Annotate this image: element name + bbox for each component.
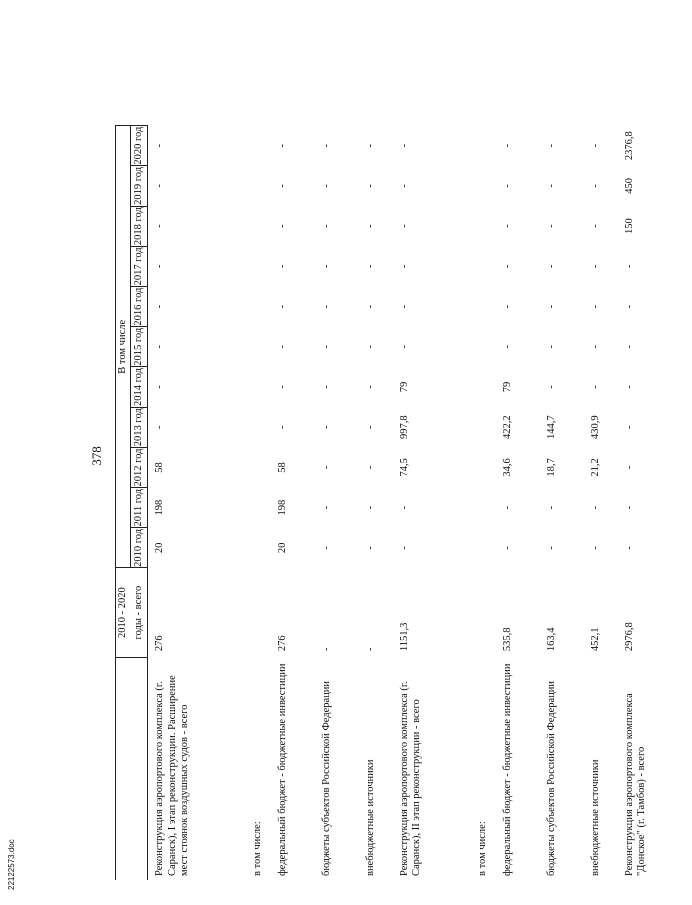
year-value: - — [398, 546, 410, 550]
header-corner-bottom — [131, 657, 148, 880]
year-value: - — [589, 224, 601, 228]
year-value — [246, 528, 271, 568]
table-row — [618, 32, 692, 880]
row-total: 2976,8 — [623, 622, 635, 652]
year-value — [471, 206, 496, 246]
year-value: - — [320, 184, 332, 188]
row-spacer — [148, 32, 246, 126]
header-year: 2017 год — [131, 246, 148, 286]
year-value: - — [276, 304, 288, 309]
year-value: - — [589, 143, 601, 148]
year-value: - — [398, 264, 410, 269]
year-value: - — [589, 264, 601, 269]
year-value: - — [320, 505, 332, 510]
year-value: 79 — [501, 381, 513, 393]
year-value — [471, 126, 496, 166]
year-value: - — [623, 505, 635, 510]
year-value: - — [589, 184, 601, 188]
header-row-top — [116, 32, 131, 880]
budget-table — [115, 32, 692, 880]
table-row — [584, 32, 618, 880]
row-spacer — [359, 32, 393, 126]
year-value — [471, 367, 496, 407]
year-value: - — [276, 425, 288, 429]
year-value: 150 — [623, 218, 635, 235]
year-value — [471, 488, 496, 528]
year-value: - — [154, 264, 165, 269]
year-value: 18,7 — [545, 458, 557, 477]
year-value: 2376,8 — [623, 131, 635, 161]
year-value: - — [501, 184, 513, 188]
year-value: - — [545, 184, 557, 188]
row-spacer — [496, 32, 540, 126]
year-value: - — [320, 224, 332, 228]
year-value: - — [364, 345, 376, 349]
footer-filename: 22122573.doc — [7, 839, 16, 890]
row-label: Реконструкция аэропортового комплекса (г. Саранск), I этап реконструкции. Расширение мест стоянок воздушных судов - всего — [154, 675, 190, 876]
year-value: 21,2 — [589, 458, 601, 477]
year-value: - — [364, 546, 376, 550]
year-value: - — [364, 264, 376, 269]
header-including: В том числе — [116, 126, 131, 568]
table-row — [148, 32, 246, 880]
row-total: - — [364, 647, 376, 652]
year-value: - — [276, 143, 288, 148]
row-spacer — [618, 32, 692, 126]
row-label: Реконструкция аэропортового комплекса (г. Саранск), II этап реконструкции - всего — [398, 681, 422, 876]
year-value: 450 — [623, 178, 635, 194]
year-value: 79 — [398, 381, 410, 393]
header-corner — [116, 657, 131, 880]
year-value — [471, 447, 496, 487]
year-value: - — [364, 465, 376, 470]
year-value: - — [154, 184, 165, 188]
year-value: - — [154, 385, 165, 389]
table-row — [471, 32, 496, 880]
year-value: - — [276, 385, 288, 389]
row-label: в том числе: — [476, 821, 488, 876]
year-value: 20 — [276, 542, 288, 554]
header-year: 2015 год — [131, 327, 148, 367]
year-value: - — [545, 143, 557, 148]
row-spacer — [540, 32, 584, 126]
year-value: - — [320, 264, 332, 269]
row-total: 163,4 — [545, 627, 557, 652]
year-value: - — [276, 345, 288, 349]
year-value: - — [589, 385, 601, 389]
year-value: - — [364, 143, 376, 148]
row-total: 1151,3 — [398, 622, 410, 652]
header-year: 2014 год — [131, 367, 148, 407]
year-value — [471, 528, 496, 568]
year-value — [246, 447, 271, 487]
year-value: - — [589, 304, 601, 309]
year-value: 58 — [154, 462, 165, 473]
table-row — [393, 32, 471, 880]
header-year: 2019 год — [131, 166, 148, 206]
year-value: - — [623, 546, 635, 550]
row-label: бюджеты субъектов Российской Федерации — [320, 680, 332, 876]
row-total: 276 — [154, 635, 165, 652]
year-value: - — [589, 345, 601, 349]
year-value: - — [623, 425, 635, 429]
year-value: - — [545, 546, 557, 550]
year-value: - — [154, 304, 165, 309]
year-value: - — [501, 224, 513, 228]
year-value: 997,8 — [398, 415, 410, 440]
table-row — [246, 32, 271, 880]
year-value: - — [154, 224, 165, 228]
year-value: - — [501, 304, 513, 309]
year-value: - — [154, 143, 165, 148]
year-value — [246, 126, 271, 166]
rotated-page — [90, 32, 660, 880]
year-value: 20 — [154, 542, 165, 554]
row-spacer — [471, 32, 496, 126]
year-value: - — [364, 425, 376, 429]
year-value: - — [276, 184, 288, 188]
year-value — [471, 327, 496, 367]
row-spacer — [315, 32, 359, 126]
table-row — [315, 32, 359, 880]
row-total — [246, 568, 271, 657]
row-spacer — [393, 32, 471, 126]
year-value: - — [589, 546, 601, 550]
header-year: 2013 год — [131, 407, 148, 447]
year-value: - — [501, 505, 513, 510]
year-value — [246, 327, 271, 367]
year-value: - — [545, 385, 557, 389]
year-value: - — [501, 143, 513, 148]
year-value: 74,5 — [398, 458, 410, 477]
header-period: 2010 - 2020 — [116, 568, 131, 657]
header-year: 2010 год — [131, 528, 148, 568]
year-value: - — [320, 425, 332, 429]
year-value: 430,9 — [589, 415, 601, 440]
year-value — [246, 246, 271, 286]
year-value: - — [623, 345, 635, 349]
year-value: - — [545, 224, 557, 228]
year-value: - — [589, 505, 601, 510]
row-total: 276 — [276, 635, 288, 652]
year-value: - — [364, 224, 376, 228]
row-spacer — [246, 32, 271, 126]
page-number: 378 — [89, 446, 104, 466]
year-value — [471, 407, 496, 447]
row-label: внебюджетные источники — [364, 759, 376, 876]
year-value — [246, 286, 271, 326]
table-row — [540, 32, 584, 880]
row-label: внебюджетные источники — [589, 759, 601, 876]
year-value: - — [320, 143, 332, 148]
year-value: - — [320, 385, 332, 389]
year-value: - — [398, 345, 410, 349]
year-value: - — [154, 345, 165, 349]
year-value: - — [501, 264, 513, 269]
year-value: 144,7 — [545, 415, 557, 440]
year-value: 198 — [276, 499, 288, 516]
header-row-years — [131, 32, 148, 880]
header-year: 2012 год — [131, 447, 148, 487]
year-value: - — [364, 184, 376, 188]
year-value: - — [398, 505, 410, 510]
header-year: 2016 год — [131, 286, 148, 326]
row-label: Реконструкция аэропортового комплекса "Донское" (г. Тамбов) - всего — [623, 693, 647, 876]
year-value: - — [623, 304, 635, 309]
row-label: в том числе: — [251, 821, 263, 876]
header-year: 2011 год — [131, 488, 148, 528]
row-label: бюджеты субъектов Российской Федерации — [545, 680, 557, 876]
year-value — [471, 166, 496, 206]
year-value — [246, 407, 271, 447]
row-total: 535,8 — [501, 627, 513, 652]
row-total: - — [320, 647, 332, 652]
table-row — [496, 32, 540, 880]
year-value — [471, 246, 496, 286]
year-value: - — [545, 345, 557, 349]
row-spacer — [271, 32, 315, 126]
year-value: - — [320, 345, 332, 349]
year-value: - — [545, 505, 557, 510]
table-row — [359, 32, 393, 880]
header-spacer — [116, 32, 131, 126]
table-body — [148, 32, 692, 880]
year-value — [246, 488, 271, 528]
year-value: - — [320, 304, 332, 309]
year-value — [246, 166, 271, 206]
header-year: 2020 год — [131, 126, 148, 166]
year-value: - — [398, 304, 410, 309]
row-label: федеральный бюджет - бюджетные инвестиции — [276, 663, 288, 876]
row-total: 452,1 — [589, 627, 601, 652]
year-value: - — [364, 385, 376, 389]
year-value: - — [545, 264, 557, 269]
year-value: - — [320, 546, 332, 550]
year-value: - — [501, 345, 513, 349]
header-spacer — [131, 32, 148, 126]
year-value: - — [364, 505, 376, 510]
year-value: 58 — [276, 462, 288, 473]
row-total — [471, 568, 496, 657]
year-value: - — [545, 304, 557, 309]
year-value: - — [623, 264, 635, 269]
year-value: 198 — [154, 499, 165, 516]
year-value: - — [398, 184, 410, 188]
year-value — [471, 286, 496, 326]
year-value: - — [623, 465, 635, 470]
year-value — [246, 367, 271, 407]
year-value: 422,2 — [501, 415, 513, 440]
header-year: 2018 год — [131, 206, 148, 246]
year-value: - — [154, 425, 165, 429]
year-value: - — [364, 304, 376, 309]
table-row — [271, 32, 315, 880]
year-value: - — [276, 224, 288, 228]
year-value — [246, 206, 271, 246]
year-value: - — [320, 465, 332, 470]
year-value: - — [623, 385, 635, 389]
year-value: - — [398, 143, 410, 148]
year-value: 34,6 — [501, 458, 513, 477]
header-total-label: годы - всего — [131, 568, 148, 657]
year-value: - — [398, 224, 410, 228]
year-value: - — [276, 264, 288, 269]
row-label: федеральный бюджет - бюджетные инвестиции — [501, 663, 513, 876]
year-value: - — [501, 546, 513, 550]
row-spacer — [584, 32, 618, 126]
